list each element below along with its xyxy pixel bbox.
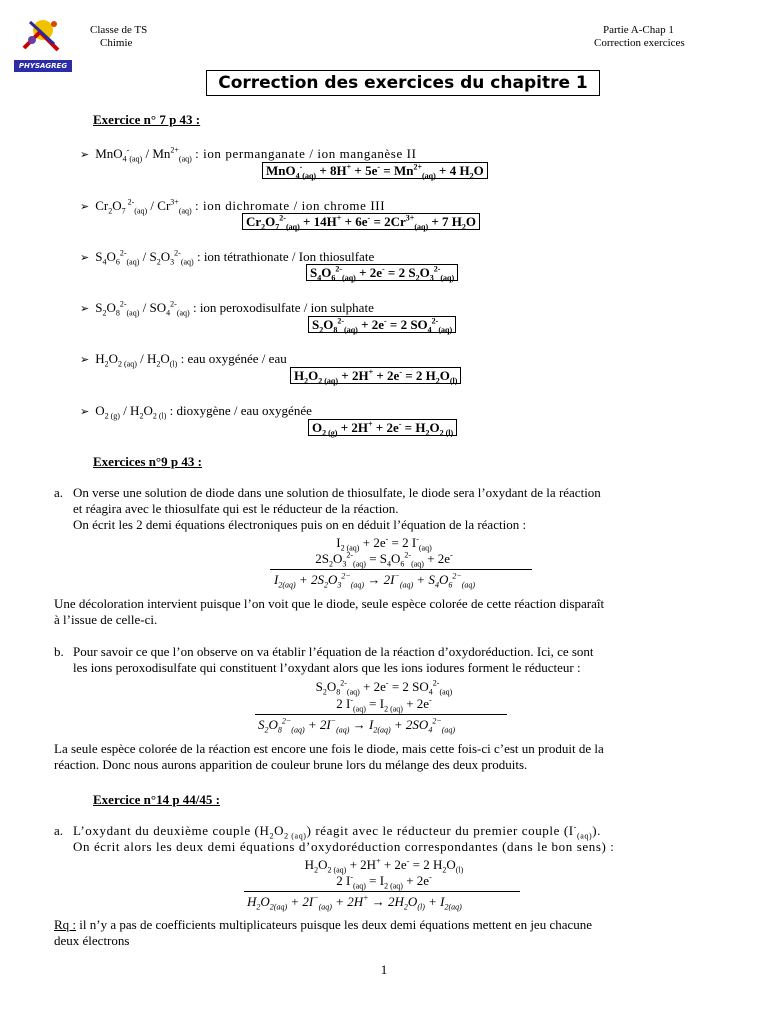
page-number: 1 [380,962,388,977]
ex7-heading: Exercice n° 7 p 43 : [93,112,201,127]
ex14-a-eq1: $H_2O_{2 (aq)} + 2H^+ + 2e^- = 2$ $H_2O_{(l)}$ [304,856,464,875]
ex9-a-line2: et réagira avec le thiosulfate qui est le réducteur de la réaction. [73,501,399,516]
bullet-arrow-icon: ➢ [80,406,90,418]
ex7-item4: ➢ $S_2O_8^{2-}_{(aq)} / SO_4^{2-}_{(aq)}$ : ion peroxodisulfate / ion sulphate [80,299,374,318]
bullet-arrow-icon: ➢ [80,252,90,264]
page-title: Correction des exercices du chapitre 1 [206,70,600,96]
ex14-a-line2: On écrit alors les deux demi équations d’oxydoréduction correspondantes (dans le bon sens) : [73,839,615,854]
ex7-eq1: $MnO_4^-_{(aq)} + 8H^+ + 5e^- = Mn^{2+}_{(aq)} + 4$ $H_2O$ [262,162,488,179]
ex9-a-after2: à l’issue de celle-ci. [54,612,158,627]
ex9-b-eq1: $S_2O_8^{2-}_{(aq)} + 2e^- = 2$ $SO_4^{2-}_{(aq)}$ [315,678,453,697]
ex14-heading: Exercice n°14 p 44/45 : [93,792,220,807]
ex7-eq2: $Cr_2O_7^{2-}_{(aq)} + 14H^+ + 6e^- = 2Cr^{3+}_{(aq)} + 7$ $H_2O$ [242,213,480,230]
ex9-b-line2: les ions peroxodisulfate qui constituent l’oxydant alors que les ions iodures forment le réducteur : [73,660,581,675]
ex14-rq [54,917,592,933]
ex9-b-after1: La seule espèce colorée de la réaction est encore une fois le diode, mais cette fois-ci c’est un produit de la [54,741,604,756]
ex7-item5: ➢ $H_2O_{2 (aq)} / H_2O_{(l)}$ : eau oxygénée / eau [80,351,287,369]
ex9-a-after1: Une décoloration intervient puisque l’on voit que le diode, seule espèce colorée de cette réaction disparaît [54,596,605,611]
ex9-b-rule [255,714,507,715]
bullet-arrow-icon: ➢ [80,149,90,161]
ex14-a-eq3: $H_2O_{2(aq)} + 2I^-_{(aq)} + 2H^+ \to 2H_2O_{(l)} + I_{2(aq)}$ [247,893,462,912]
ex14-a-line1: L’oxydant du deuxième couple $(H_2O_{2 (aq)})$ réagit avec le réducteur du premier couple $(I^-_{(aq)})$. [73,822,602,841]
ex7-item6: ➢ $O_{2 (g)} / H_2O_{2 (l)}$ : dioxygène / eau oxygénée [80,403,312,421]
ex14-rq-label: Rq : [54,917,77,932]
header-doc-type: Correction exercices [594,37,685,49]
ex9-b-after2: réaction. Donc nous aurons apparition de couleur brune lors du mélange des deux produits. [54,757,528,772]
ex9-heading: Exercices n°9 p 43 : [93,454,202,469]
ex9-b-eq2: 2 $I^-_{(aq)} = I_{2 (aq)} + 2e^-$ [336,695,432,714]
ex9-b-label: b. [54,644,64,659]
ex9-b-eq3: $S_2O_8^{2-}_{(aq)} + 2I^-_{(aq)} \to I_{2(aq)} + 2SO_4^{2-}_{(aq)}$ [258,716,456,735]
header-class: Classe de TS [90,24,148,36]
ex9-a-rule [270,569,532,570]
bullet-arrow-icon: ➢ [80,303,90,315]
ex14-rq-line1: il n’y a pas de coefficients multiplicateurs puisque les deux demi équations mettent en jeu chacune [76,917,593,932]
ex14-a-rule [244,891,520,892]
ex7-item2: ➢ $Cr_2O_7$ $^{2-}_{(aq)} / Cr^{3+}_{(aq)}$ : ion dichromate / ion chrome III [80,197,386,216]
ex7-eq4: $S_2O_8^{2-}_{(aq)} + 2e^- = 2$ $SO_4^{2-}_{(aq)}$ [308,316,456,333]
ex7-eq3: $S_4O_6^{2-}_{(aq)} + 2e^- = 2$ $S_2O_3^{2-}_{(aq)}$ [306,264,458,281]
ex7-eq6: $O_{2 (g)} + 2H^+ + 2e^- = H_2O_{2 (l)}$ [308,419,457,436]
ex9-a-label: a. [54,485,64,500]
physagreg-logo [10,10,76,76]
ex9-a-eq3: $I_{2(aq)} + 2S_2O_3^{2-}_{(aq)} \to 2I^-_{(aq)} + S_4O_6^{2-}_{(aq)}$ [274,571,476,590]
ex14-a-label: a. [54,823,64,838]
ex9-b-line1: Pour savoir ce que l’on observe on va établir l’équation de la réaction d’oxydoréduction. Ici, ce sont [73,644,594,659]
logo-text: PHYSAGREG [18,62,68,70]
ex7-eq5: $H_2O_{2 (aq)} + 2H^+ + 2e^- = 2$ $H_2O_{(l)}$ [290,367,461,384]
header-subject: Chimie [100,37,133,49]
ex7-item1: ➢ $MnO_4^-_{(aq)} / Mn^{2+}_{(aq)}$ : ion permanganate / ion manganèse II [80,145,417,164]
ex9-a-eq2: $2S_2O_3^{2-}_{(aq)} = S_4O_6^{2-}_{(aq)} + 2e^-$ [315,550,453,569]
bullet-arrow-icon: ➢ [80,201,90,213]
ex14-a-eq2: 2 $I^-_{(aq)} = I_{2 (aq)} + 2e^-$ [336,872,432,891]
header-part: Partie A-Chap 1 [603,24,674,36]
ex7-item3: ➢ $S_4O_6^{2-}_{(aq)} / S_2O_3^{2-}_{(aq)}$ : ion tétrathionate / Ion thiosulfate [80,248,375,267]
ex9-a-eq1: $I_{2 (aq)} + 2e^- = 2$ $I^-_{(aq)}$ [336,534,432,553]
ex14-rq-line2: deux électrons [54,933,130,948]
bullet-arrow-icon: ➢ [80,354,90,366]
ex9-a-line3: On écrit les 2 demi équations électroniques puis on en déduit l’équation de la réaction : [73,517,527,532]
ex9-a-line1: On verse une solution de diode dans une solution de thiosulfate, le diode sera l’oxydant de la réaction [73,485,601,500]
